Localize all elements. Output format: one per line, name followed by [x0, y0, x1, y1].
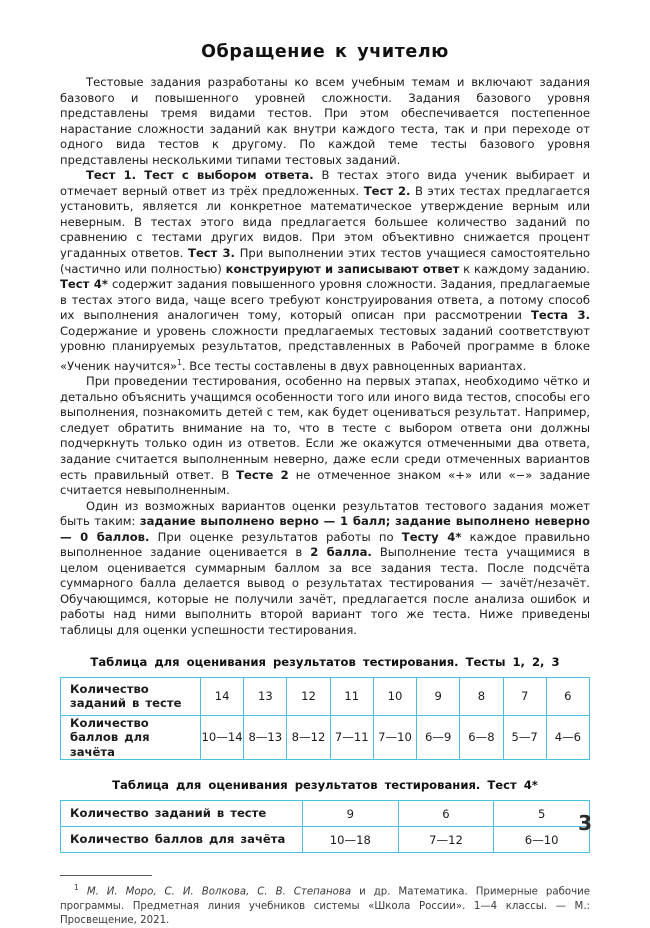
seg-bold: 2 балла.: [310, 545, 372, 560]
seg-bold: Тест 2.: [363, 183, 411, 198]
table-tests-123: [60, 677, 590, 761]
cell-value: 6: [398, 801, 494, 827]
seg-bold: Тесте 2: [236, 467, 289, 482]
cell-value: 10—14: [201, 715, 244, 760]
paragraph-text: Тестовые задания разработаны ко всем учебным темам и включают задания базового и повышенного уровней сложности. Задания базового уровня представлены тремя видами тестов. При этом обеспечивается постепенное нарастание сложности заданий как внутри каждого теста, так и при переходе от одного вида тестов к другому. По каждой теме тесты базового уровня представлены несколькими типами тестовых заданий.: [60, 75, 590, 167]
row-header-line1: Количество: [70, 681, 149, 696]
cell-value: 5: [494, 801, 590, 827]
seg-text: содержит задания повышенного уровня сложности. Задания, предлагаемые в тестах этого вида, чаще всего требуют конструирования ответа, а потому способ их выполнения аналогичен тому, который описан при рассмотрении: [60, 277, 590, 323]
seg-bold: задание выполнено верно — 1 балл; задание выполнено неверно — 0 баллов.: [60, 514, 591, 544]
cell-value: 9: [417, 677, 460, 715]
seg-text: При выполнении этих тестов учащиеся самостоятельно (частично или полностью): [60, 246, 591, 276]
seg-bold: Тест 1. Тест с выбором ответа.: [86, 168, 314, 183]
row-header-tasks-count: Количество заданий в тесте: [61, 801, 303, 827]
seg-text: не отмеченное знаком «+» или «−» задание считается невыполненным.: [60, 467, 590, 498]
seg-text: к каждому заданию.: [459, 261, 590, 276]
seg-bold: Тесту 4*: [401, 529, 462, 544]
footnote-reference: 1: [177, 357, 182, 367]
seg-text: В этих тестах предлагается установить, является ли конкретное математическое утверждение верным или неверным. В тестах этого вида предлагается большее количество заданий по сравнению с тестами других видов. При этом объективно снижается процент угаданных ответов.: [60, 183, 590, 261]
paragraph-text: При проведении тестирования, особенно на первых этапах, необходимо чётко и детально объяснить учащимся особенности того или иного вида тестов, способы его выполнения, познакомить детей с тем, как будет оцениваться результат. Например, следует обратить внимание на то, что в тесте с выбором ответа они должны подчеркнуть только один из ответов. Если же окажутся отмеченными два ответа, задание считается выполненным неверно, даже если среди отмеченных вариантов есть правильный ответ. В: [60, 374, 590, 482]
paragraph-scoring: [60, 499, 590, 639]
cell-value: 7—11: [330, 715, 373, 760]
page-number: 3: [578, 811, 592, 835]
page-title: Обращение к учителю: [201, 42, 449, 62]
footnote-authors: М. И. Моро, С. И. Волкова, С. В. Степанова: [86, 886, 352, 898]
paragraph-testing-process: [60, 374, 590, 498]
cell-value: 7: [503, 677, 546, 715]
row-header-line1: Количество: [70, 715, 149, 730]
cell-value: 7—12: [398, 827, 494, 853]
seg-bold: Теста 3.: [530, 308, 590, 323]
cell-value: 4—6: [546, 715, 589, 760]
cell-value: 13: [244, 677, 287, 715]
cell-value: 12: [287, 677, 330, 715]
seg-text: В тестах этого вида ученик выбирает и отмечает верный ответ из трёх предложенных.: [60, 168, 590, 198]
cell-value: 6—8: [460, 715, 503, 760]
table-row: [61, 827, 590, 853]
cell-value: 10—18: [303, 827, 399, 853]
seg-text: . Все тесты составлены в двух равноценных вариантах.: [181, 358, 527, 373]
cell-value: 5—7: [503, 715, 546, 760]
footnote-separator: [60, 875, 152, 876]
cell-value: 6: [546, 677, 589, 715]
footnote-rest: и др. Математика. Примерные рабочие программы. Предметная линия учебников системы «Школа России». 1—4 классы. — М.: Просвещение, 2021.: [60, 886, 590, 926]
seg-text: Содержание и уровень сложности предлагаемых тестовых заданий соответствуют уровню планируемых результатов, представленных в Рабочей программе в блоке «Ученик научится»: [60, 323, 590, 373]
table-row: [61, 715, 590, 760]
table-test-4: [60, 800, 590, 853]
cell-value: 14: [201, 677, 244, 715]
cell-value: 10: [373, 677, 416, 715]
cell-value: 6—10: [494, 827, 590, 853]
table-caption-test-4: Таблица для оценивания результатов тестирования. Тест 4*: [112, 778, 538, 793]
paragraph-test-types: [60, 168, 590, 374]
seg-text: каждое правильно выполненное задание оценивается в: [60, 529, 590, 560]
row-header-tasks-count: [61, 677, 201, 715]
paragraph-intro: [60, 75, 590, 168]
table-caption-tests-123: Таблица для оценивания результатов тестирования. Тесты 1, 2, 3: [90, 654, 560, 669]
seg-bold: конструируют и записывают ответ: [225, 261, 460, 276]
seg-bold: Тест 4*: [60, 277, 108, 292]
footnote-marker: 1: [74, 883, 79, 893]
footnote: [60, 881, 590, 928]
cell-value: 8: [460, 677, 503, 715]
row-header-line2: баллов для зачёта: [70, 730, 150, 759]
seg-text: Выполнение теста учащимися в целом оценивается суммарным баллом за все задания теста. После подсчёта суммарного балла делается вывод о результатах тестирования — зачёт/незачёт. Обучающимся, которые не получили зачёт, предлагается после анализа ошибок и работы над ними выполнить второй вариант того же теста. Ниже приведены таблицы для оценки успешности тестирования.: [60, 545, 590, 637]
cell-value: 8—13: [244, 715, 287, 760]
table-row: [61, 801, 590, 827]
row-header-points-count: Количество баллов для зачёта: [61, 827, 303, 853]
page-content: [60, 42, 590, 928]
seg-text: При оценке результатов работы по: [149, 529, 402, 544]
seg-text: Один из возможных вариантов оценки результатов тестового задания может быть таким:: [60, 498, 590, 529]
row-header-line2: заданий в тесте: [70, 696, 182, 711]
table-row: [61, 677, 590, 715]
cell-value: 8—12: [287, 715, 330, 760]
row-header-points-count: [61, 715, 201, 760]
cell-value: 7—10: [373, 715, 416, 760]
seg-bold: Тест 3.: [188, 246, 235, 261]
cell-value: 11: [330, 677, 373, 715]
cell-value: 9: [303, 801, 399, 827]
cell-value: 6—9: [417, 715, 460, 760]
